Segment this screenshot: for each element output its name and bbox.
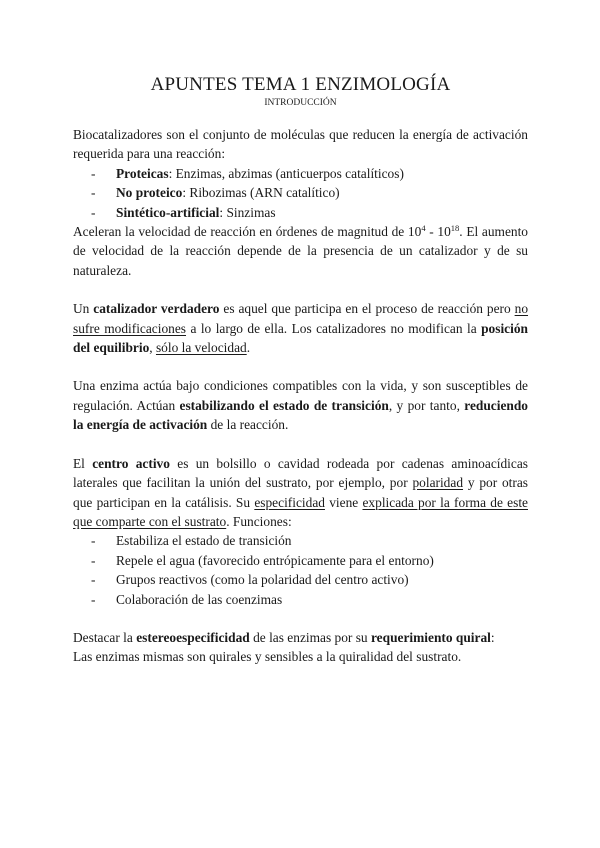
text-span: ,	[149, 340, 156, 356]
intro-paragraph: Biocatalizadores son el conjunto de moléculas que reducen la energía de activación requerida para una reacción:	[73, 127, 528, 162]
exponent: 4	[421, 223, 426, 234]
list-dash: -	[91, 572, 96, 588]
text-span: Un	[73, 301, 94, 317]
true-catalyst-paragraph	[73, 299, 528, 357]
stereo-paragraph	[73, 628, 528, 647]
text-span: :	[490, 629, 495, 645]
text-span: Aceleran la velocidad de reacción en órdenes de magnitud de 10	[73, 224, 422, 240]
text-span: El	[73, 455, 93, 471]
text-span: a lo largo de ella. Los catalizadores no modifican la	[186, 320, 482, 336]
bold-term: estabilizando el estado de transición	[179, 397, 389, 413]
text-span: es aquel que participa en el proceso de reacción pero	[219, 301, 515, 317]
list-item	[73, 531, 528, 550]
list-item	[73, 570, 528, 589]
list-text: Repele el agua (favorecido entrópicamente para el entorno)	[116, 552, 434, 568]
list-dash: -	[91, 533, 96, 549]
catalyst-types-list	[73, 164, 528, 222]
underlined-term: no sufre modificaciones	[73, 301, 529, 336]
exponent: 18	[450, 223, 460, 234]
underlined-term: explicada por la forma de este que comparte con el sustrato	[73, 494, 528, 529]
text-span: Una enzima actúa bajo condiciones compatibles con la vida, y son susceptibles de regulación. Actúan	[73, 378, 528, 413]
list-text: Estabiliza el estado de transición	[116, 533, 292, 549]
list-text: Grupos reactivos (como la polaridad del centro activo)	[116, 572, 409, 588]
bold-term: posición del equilibrio	[73, 320, 528, 356]
text-span: Destacar la	[73, 629, 137, 645]
active-site-paragraph	[73, 454, 528, 532]
list-dash: -	[91, 165, 96, 181]
underlined-term: sólo la velocidad	[155, 340, 247, 356]
underlined-term: especificidad	[254, 494, 325, 510]
text-span: de la reacción.	[207, 417, 289, 433]
list-desc: : Ribozimas (ARN catalítico)	[182, 185, 340, 201]
closing-paragraph: Las enzimas mismas son quirales y sensibles a la quiralidad del sustrato.	[73, 649, 462, 665]
bold-term: centro activo	[92, 455, 170, 471]
list-term: Proteicas	[116, 165, 169, 181]
underlined-term: polaridad	[412, 475, 464, 491]
list-item	[73, 183, 528, 202]
text-span: . Funciones:	[226, 513, 292, 529]
functions-list	[73, 531, 528, 609]
bold-term: catalizador verdadero	[93, 301, 220, 317]
text-span: - 10	[425, 224, 451, 240]
document-subtitle: INTRODUCCIÓN	[264, 98, 337, 108]
list-dash: -	[91, 591, 96, 607]
bold-term: requerimiento quiral	[370, 629, 491, 645]
list-item	[73, 203, 528, 222]
text-span: es un bolsillo o cavidad rodeada por cadenas aminoacídicas laterales que facilitan la unión del sustrato, por ejemplo, por	[73, 455, 528, 491]
list-item	[73, 164, 528, 183]
bold-term: reduciendo la energía de activación	[73, 397, 529, 433]
list-dash: -	[91, 185, 96, 201]
list-text: Colaboración de las coenzimas	[116, 591, 283, 607]
document-page	[73, 74, 528, 667]
enzyme-paragraph	[73, 376, 528, 434]
list-term: Sintético-artificial	[116, 204, 220, 220]
text-span: , y por tanto,	[388, 397, 465, 413]
list-desc: : Sinzimas	[219, 204, 276, 220]
list-item	[73, 551, 528, 570]
text-span: de las enzimas por su	[249, 629, 371, 645]
text-span: viene	[324, 494, 363, 510]
list-term: No proteico	[116, 185, 183, 201]
rate-paragraph	[73, 222, 528, 280]
document-title: APUNTES TEMA 1 ENZIMOLOGÍA	[150, 74, 451, 95]
list-dash: -	[91, 204, 96, 220]
list-item	[73, 590, 528, 609]
text-span: . El aumento de velocidad de la reacción depende de la presencia de un catalizador y de su naturaleza.	[73, 224, 529, 278]
text-span: .	[246, 340, 251, 356]
text-span: y por otras que participan en la catálisis. Su	[73, 475, 528, 510]
list-dash: -	[91, 552, 96, 568]
bold-term: estereoespecificidad	[136, 629, 250, 645]
list-desc: : Enzimas, abzimas (anticuerpos catalíticos)	[168, 165, 404, 181]
